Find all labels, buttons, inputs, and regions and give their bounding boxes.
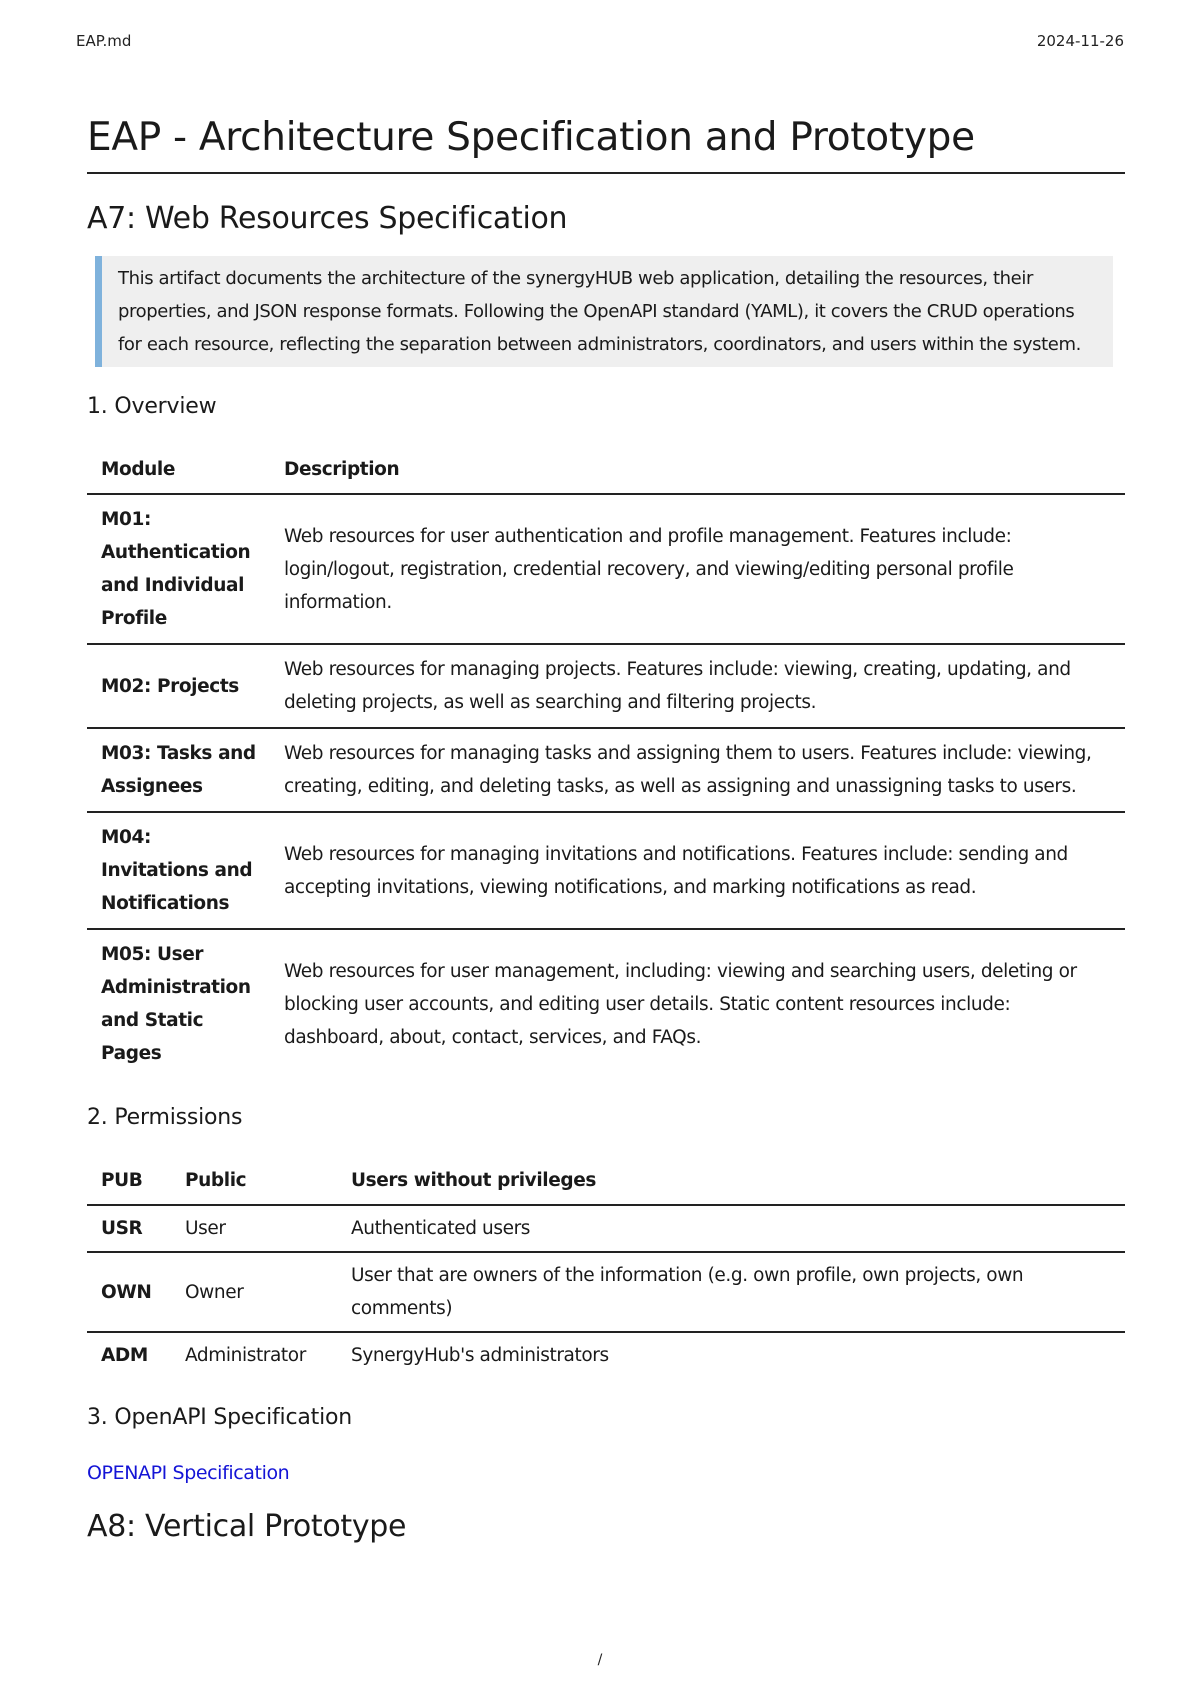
column-header-role: Public xyxy=(171,1158,337,1205)
table-row xyxy=(87,644,1125,728)
blockquote-note: This artifact documents the architecture of the synergyHUB web application, detailing the resources, their properties, and JSON response formats. Following the OpenAPI standard (YAML), it covers the CRUD operations for each resource, reflecting the separation between administrators, coordinators, and users within the system. xyxy=(95,256,1113,367)
module-description: Web resources for user management, including: viewing and searching users, deleting or blocking user accounts, and editing user details. Static content resources include: dashboard, about, contact, services, and FAQs. xyxy=(284,960,1077,1048)
subsection-heading-openapi: 3. OpenAPI Specification xyxy=(87,1405,352,1430)
column-header-module: Module xyxy=(87,447,270,494)
header-filename: EAP.md xyxy=(76,32,132,50)
permission-role: Administrator xyxy=(185,1345,306,1366)
page-number: / xyxy=(597,1652,603,1668)
table-header-row xyxy=(87,1158,1125,1205)
table-row xyxy=(87,1332,1125,1378)
module-name: M01: Authentication and Individual Profile xyxy=(87,494,270,644)
page-header xyxy=(76,32,1124,56)
module-name: M05: User Administration and Static Pages xyxy=(101,944,251,1064)
subsection-heading-overview: 1. Overview xyxy=(87,394,217,419)
module-name: M02: Projects xyxy=(87,644,270,728)
permission-description: SynergyHub's administrators xyxy=(351,1345,609,1366)
modules-table xyxy=(87,447,1125,1078)
header-date: 2024-11-26 xyxy=(1036,32,1124,50)
table-row xyxy=(87,812,1125,929)
table-row xyxy=(87,1205,1125,1252)
module-name: M04: Invitations and Notifications xyxy=(87,812,270,929)
module-name: M03: Tasks and Assignees xyxy=(87,728,270,812)
column-header-description: Description xyxy=(270,447,1125,494)
permissions-table xyxy=(87,1158,1125,1378)
section-heading-a8: A8: Vertical Prototype xyxy=(87,1509,407,1544)
module-description: Web resources for managing projects. Features include: viewing, creating, updating, and deleting projects, as well as searching and filtering projects. xyxy=(270,644,1125,728)
module-description: Web resources for managing invitations and notifications. Features include: sending and accepting invitations, viewing notifications, and marking notifications as read. xyxy=(270,812,1125,929)
table-row xyxy=(87,929,1125,1078)
table-row xyxy=(87,494,1125,644)
permission-role: Owner xyxy=(171,1252,337,1332)
section-heading-a7: A7: Web Resources Specification xyxy=(87,201,568,236)
column-header-description: Users without privileges xyxy=(337,1158,1125,1205)
column-header-code: PUB xyxy=(87,1158,171,1205)
permission-code: USR xyxy=(87,1205,171,1252)
module-description: Web resources for user authentication and profile management. Features include: login/logout, registration, credential recovery, and viewing/editing personal profile information. xyxy=(270,494,1125,644)
module-description: Web resources for managing tasks and assigning them to users. Features include: viewing, creating, editing, and deleting tasks, as well as assigning and unassigning tasks to users. xyxy=(270,728,1125,812)
openapi-specification-link[interactable]: OPENAPI Specification xyxy=(87,1462,290,1484)
permission-code: OWN xyxy=(87,1252,171,1332)
permission-description: Authenticated users xyxy=(337,1205,1125,1252)
permission-role: User xyxy=(171,1205,337,1252)
permission-code: ADM xyxy=(101,1345,148,1366)
document-content xyxy=(87,112,1125,1564)
permission-description: User that are owners of the information (e.g. own profile, own projects, own comments) xyxy=(337,1252,1125,1332)
table-row xyxy=(87,1252,1125,1332)
page-title: EAP - Architecture Specification and Prototype xyxy=(87,112,1125,174)
table-header-row xyxy=(87,447,1125,494)
table-row xyxy=(87,728,1125,812)
subsection-heading-permissions: 2. Permissions xyxy=(87,1105,243,1130)
